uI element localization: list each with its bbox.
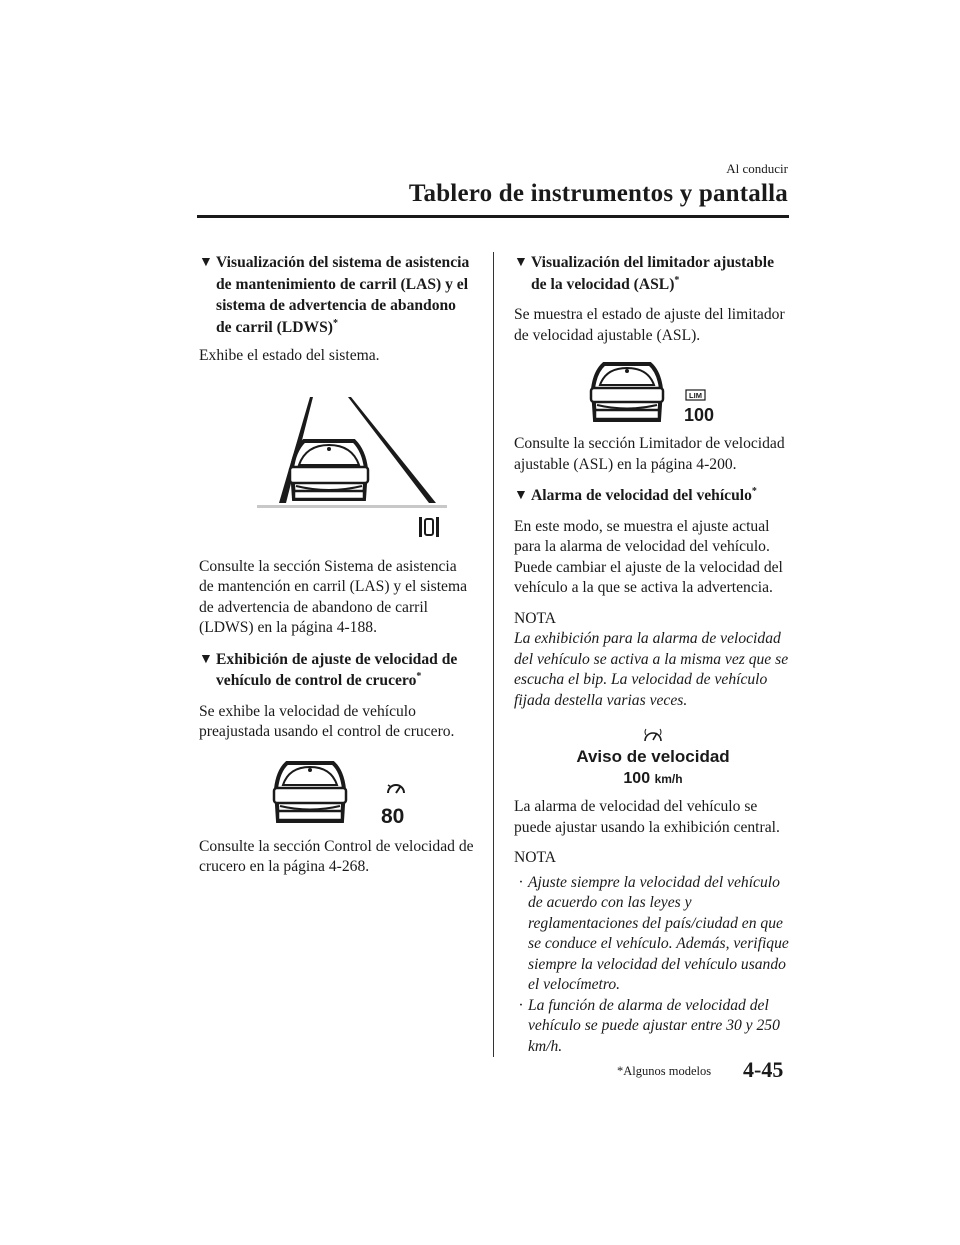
paragraph: Consulte la sección Sistema de asistencia de mantención en carril (LAS) y el sistema de advertencia de abandono de carril (LDWS) en la página 4-188. — [199, 557, 468, 636]
paragraph: La alarma de velocidad del vehículo se puede ajustar usando la exhibición central. — [514, 798, 780, 836]
note-label: NOTA — [514, 849, 557, 866]
footnote-mark: * — [332, 317, 338, 329]
footnote-mark: * — [674, 274, 680, 286]
paragraph: Consulte la sección Limitador de velocidad ajustable (ASL) en la página 4-200. — [514, 435, 785, 473]
down-triangle-icon: ▼ — [199, 651, 213, 667]
speed-warning-unit: km/h — [654, 771, 683, 786]
car-rear-icon — [290, 441, 368, 499]
heading-text: Visualización del sistema de asistencia de mantenimiento de carril (LAS) y el sistema de advertencia de abandono de carril (LDWS) — [216, 254, 470, 336]
las-ldws-figure — [199, 377, 474, 547]
speed-warning-title: Aviso de velocidad — [576, 747, 730, 766]
car-rear-icon — [591, 364, 663, 420]
footnote-mark: * — [416, 670, 422, 682]
header-section-label: Al conducir — [726, 161, 788, 176]
list-item-text: Ajuste siempre la velocidad del vehículo de acuerdo con las leyes y reglamentaciones del país/ciudad en que se conduce el vehículo. Además, verifique siempre la velocidad del vehículo usando el velocímetro. — [528, 873, 789, 993]
speed-warning-value — [514, 769, 792, 790]
heading-text: Alarma de velocidad del vehículo — [531, 487, 752, 504]
list-item-text: La función de alarma de velocidad del vehículo se puede ajustar entre 30 y 250 km/h. — [528, 996, 780, 1055]
lane-indicator-icon — [419, 517, 439, 537]
las-ldws-heading — [199, 252, 474, 338]
cruise-speed-value: 80 — [381, 804, 405, 827]
speed-warning-number: 100 — [623, 769, 651, 787]
asl-speed-value: 100 — [684, 405, 715, 424]
list-item — [514, 996, 792, 1058]
down-triangle-icon: ▼ — [514, 488, 528, 503]
list-item — [514, 873, 792, 996]
page-title: Tablero de instrumentos y pantalla — [408, 180, 788, 207]
footnote-mark: * — [751, 485, 757, 497]
asl-figure — [514, 362, 792, 424]
paragraph: En este modo, se muestra el ajuste actual para la alarma de velocidad del vehículo. Puede cambiar el ajuste de la velocidad del vehículo a la que se activa la advertencia. — [514, 517, 783, 596]
cruise-heading — [199, 649, 474, 692]
heading-text: Visualización del limitador ajustable de la velocidad (ASL) — [531, 254, 775, 293]
note-list — [514, 873, 792, 1058]
header-rule — [197, 215, 789, 218]
left-column — [199, 252, 474, 878]
paragraph: Se exhibe la velocidad de vehículo preajustada usando el control de crucero. — [199, 702, 455, 740]
car-rear-icon — [274, 763, 346, 821]
cruise-figure — [199, 761, 474, 827]
note-text: La exhibición para la alarma de velocidad del vehículo se activa a la misma vez que se escucha el bip. La velocidad de vehículo fijada destella varias veces. — [514, 630, 789, 709]
paragraph: Exhibe el estado del sistema. — [199, 347, 380, 364]
speed-alarm-figure — [514, 725, 792, 789]
note-label: NOTA — [514, 609, 557, 627]
paragraph: Consulte la sección Control de velocidad de crucero en la página 4-268. — [199, 837, 474, 875]
page-number: 4-45 — [743, 1057, 784, 1082]
bullet-icon: · — [518, 996, 524, 1014]
right-column — [514, 252, 792, 1057]
lim-label: LIM — [689, 391, 702, 400]
column-divider — [493, 252, 494, 1057]
speed-alarm-heading — [514, 485, 792, 507]
footer-note: *Algunos modelos — [617, 1064, 712, 1078]
heading-text: Exhibición de ajuste de velocidad de vehículo de control de crucero — [216, 650, 458, 689]
down-triangle-icon: ▼ — [199, 255, 213, 270]
paragraph: Se muestra el estado de ajuste del limitador de velocidad ajustable (ASL). — [514, 306, 785, 344]
cruise-control-icon — [388, 785, 404, 793]
speed-alarm-icon — [642, 725, 664, 745]
asl-heading — [514, 252, 792, 295]
down-triangle-icon: ▼ — [514, 255, 528, 270]
bullet-icon: · — [518, 873, 524, 891]
lim-badge-icon — [686, 390, 705, 400]
